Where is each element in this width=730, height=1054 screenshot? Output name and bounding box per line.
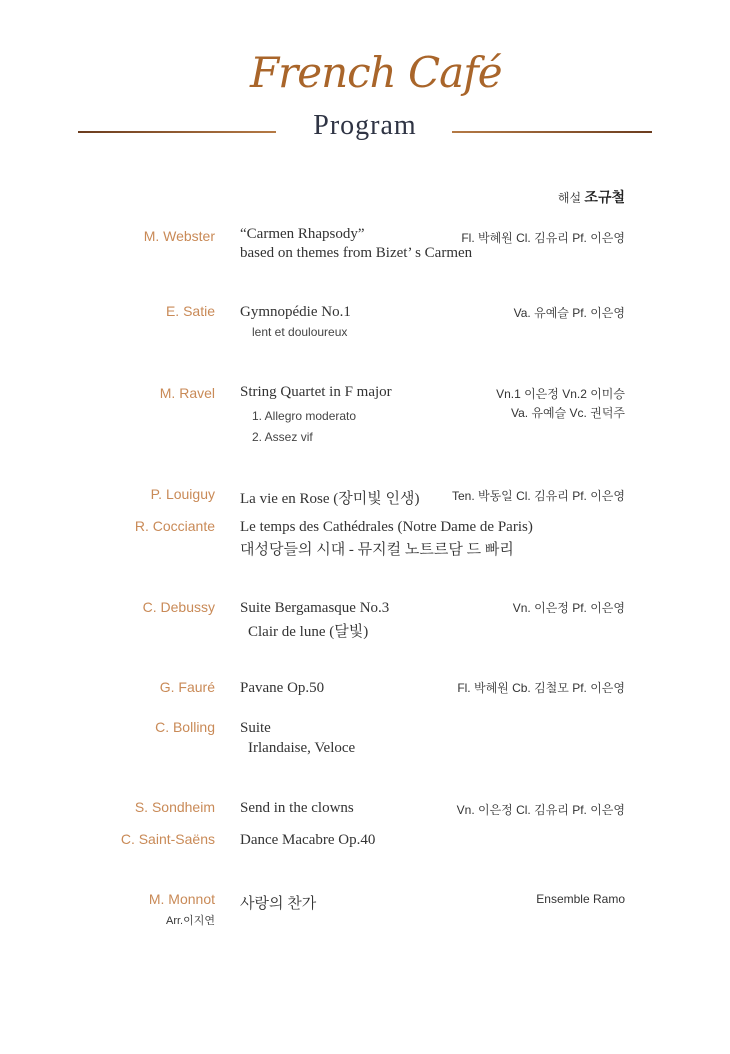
piece-subtitle: based on themes from Bizet’ s Carmen — [240, 245, 473, 261]
composer: C. Debussy — [142, 599, 215, 615]
french-cafe-logo: French Café — [250, 48, 502, 97]
piece-subtitle: 대성당들의 시대 - 뮤지컬 노트르담 드 빠리 — [240, 542, 514, 558]
movement: 2. Assez vif — [252, 430, 313, 444]
performers: Ensemble Ramo — [536, 892, 625, 906]
piece-title: Dance Macabre Op.40 — [240, 832, 376, 848]
composer: P. Louiguy — [150, 486, 215, 502]
performers: Va. 유예슬 Pf. 이은영 — [513, 306, 625, 320]
page-title: Program — [313, 110, 417, 141]
piece-title: 사랑의 찬가 — [240, 896, 317, 912]
composer: C. Bolling — [155, 719, 215, 735]
piece-title: Gymnopédie No.1 — [240, 304, 351, 320]
composer: M. Monnot — [148, 891, 215, 907]
piece-title: La vie en Rose (장미빛 인생) — [240, 491, 420, 507]
performers-line-1: Vn.1 이은정 Vn.2 이미승 — [496, 387, 625, 401]
performers: Fl. 박혜원 Cl. 김유리 Pf. 이은영 — [461, 231, 625, 245]
movement: 1. Allegro moderato — [252, 409, 357, 423]
composer: R. Cocciante — [134, 518, 215, 534]
piece-title: Suite — [240, 720, 271, 736]
composer: E. Satie — [165, 303, 215, 319]
composer: M. Webster — [143, 228, 215, 244]
commentary-label: 해설 — [557, 191, 582, 205]
piece-title: “Carmen Rhapsody” — [240, 226, 365, 242]
arranger: Arr.이지연 — [166, 915, 215, 927]
commentary-name: 조규철 — [584, 189, 625, 205]
piece-title: Send in the clowns — [240, 800, 354, 816]
commentary-credit — [558, 187, 625, 207]
piece-title: Le temps des Cathédrales (Notre Dame de Paris) — [240, 519, 533, 535]
composer: M. Ravel — [159, 385, 215, 401]
performers: Fl. 박혜원 Cb. 김철모 Pf. 이은영 — [457, 681, 625, 695]
performers: Ten. 박동일 Cl. 김유리 Pf. 이은영 — [451, 489, 625, 503]
piece-subtitle: Clair de lune (달빛) — [248, 624, 369, 640]
composer: S. Sondheim — [134, 799, 215, 815]
composer: C. Saint-Saëns — [120, 831, 215, 847]
piece-title: String Quartet in F major — [240, 384, 392, 400]
header-divider-right — [452, 131, 652, 133]
composer: G. Fauré — [159, 679, 215, 695]
performers: Vn. 이은정 Pf. 이은영 — [512, 601, 625, 615]
performers: Vn. 이은정 Cl. 김유리 Pf. 이은영 — [456, 803, 625, 817]
performers-line-2: Va. 유예슬 Vc. 권덕주 — [510, 406, 625, 420]
piece-subtitle: Irlandaise, Veloce — [248, 740, 356, 756]
piece-subtitle: lent et douloureux — [252, 325, 348, 339]
piece-title: Suite Bergamasque No.3 — [240, 600, 390, 616]
piece-title: Pavane Op.50 — [240, 680, 325, 696]
program-header — [0, 0, 730, 160]
